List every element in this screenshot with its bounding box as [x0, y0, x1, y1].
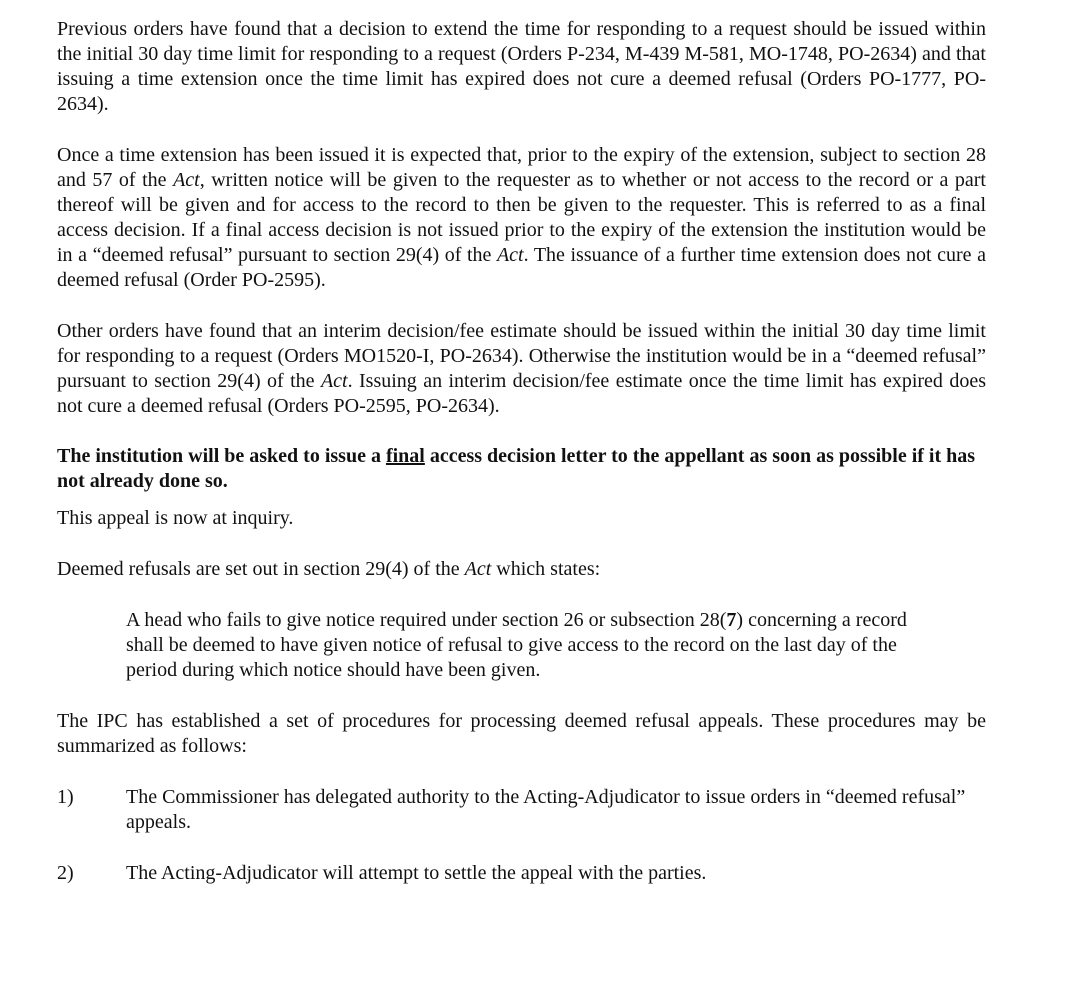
quote-text-part: ) concerning a record shall be deemed to have given notice of refusal to give access to the record on the last day of the period during which notice should have been given.	[126, 609, 907, 681]
document-page	[57, 17, 986, 912]
bold-notice-paragraph	[57, 444, 986, 494]
act-reference: Act	[173, 169, 200, 191]
inquiry-line	[57, 506, 986, 531]
paragraph-interim-decision	[57, 319, 986, 419]
paragraph-text-part: . Issuing an interim decision/fee estimate once the time limit has expired does not cure a deemed refusal (Orders PO-2595, PO-2634).	[57, 370, 986, 417]
intro-text-part: Deemed refusals are set out in section 29(4) of the	[57, 558, 465, 580]
bold-notice-underlined: final	[385, 445, 425, 467]
procedures-intro-text: The IPC has established a set of procedures for processing deemed refusal appeals. These procedures may be summarized as follows:	[57, 710, 986, 757]
bold-notice-part: The institution will be asked to issue a	[57, 445, 386, 467]
deemed-refusal-intro	[57, 557, 986, 582]
statute-quote	[126, 608, 921, 683]
paragraph-text: Previous orders have found that a decision to extend the time for responding to a request should be issued within the initial 30 day time limit for responding to a request (Orders P-234, M-439 M-581, MO-1748, PO-2634) and that issuing a time extension once the time limit has expired does not cure a deemed refusal (Orders PO-1777, PO-2634).	[57, 18, 986, 115]
paragraph-text-part: . The issuance of a further time extension does not cure a deemed refusal (Order PO-2595).	[57, 244, 986, 291]
act-reference: Act	[320, 370, 348, 392]
paragraph-final-access-decision	[57, 143, 986, 293]
paragraph-text-part: , written notice will be given to the requester as to whether or not access to the record or a part thereof will be given and for access to the record to then be given to the requester. This is referred to as a final access decision. If a final access decision is not issued prior to the expiry of the extension the institution would be in a “deemed refusal” pursuant to section 29(4) of the	[57, 169, 986, 266]
list-item-number: 2)	[57, 862, 74, 884]
list-item	[57, 861, 986, 886]
list-item-text: The Acting-Adjudicator will attempt to settle the appeal with the parties.	[126, 862, 707, 884]
inquiry-text: This appeal is now at inquiry.	[57, 507, 294, 529]
paragraph-text-part: Other orders have found that an interim decision/fee estimate should be issued within the initial 30 day time limit for responding to a request (Orders MO1520-I, PO-2634). Otherwise the institution would be in a “deemed refusal” pursuant to section 29(4) of the	[57, 320, 986, 392]
intro-text-part: which states:	[491, 558, 601, 580]
quote-text-part: A head who fails to give notice required under section 26 or subsection 28(	[126, 609, 727, 631]
list-item-number: 1)	[57, 786, 74, 808]
act-reference: Act	[496, 244, 524, 266]
paragraph-text-part: Once a time extension has been issued it is expected that, prior to the expiry of the extension, subject to section 28 and 57 of the	[57, 144, 986, 191]
list-item	[57, 785, 986, 835]
list-item-text: The Commissioner has delegated authority to the Acting-Adjudicator to issue orders in “deemed refusal” appeals.	[126, 786, 966, 833]
paragraph-time-extension-orders	[57, 17, 986, 117]
act-reference: Act	[464, 558, 492, 580]
procedures-intro	[57, 709, 986, 759]
quote-bold-number: 7	[726, 609, 737, 631]
bold-notice-part: access decision letter to the appellant as soon as possible if it has not already done so.	[57, 445, 976, 492]
